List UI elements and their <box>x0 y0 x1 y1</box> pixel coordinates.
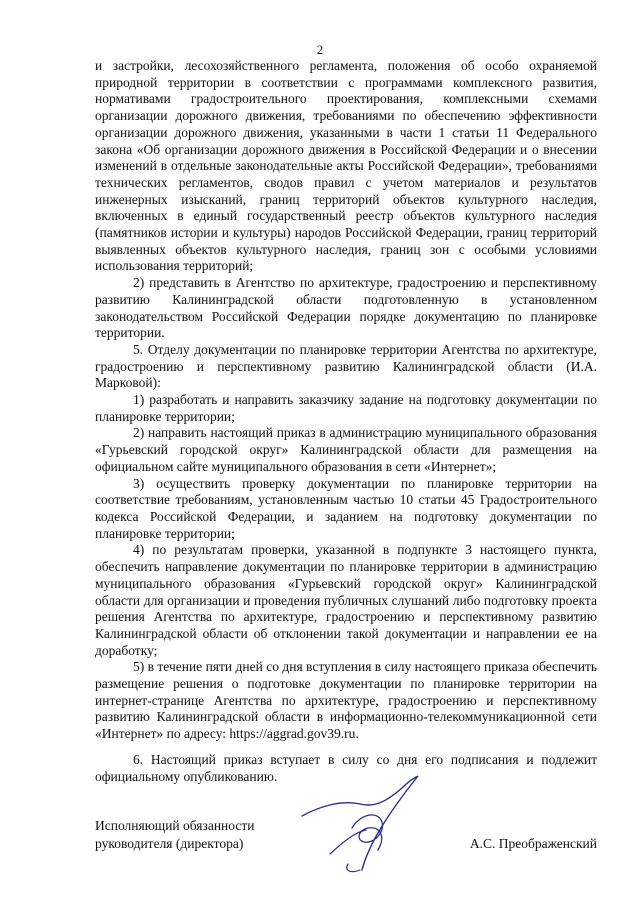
paragraph-item-5: 5. Отделу документации по планировке территории Агентства по архитектуре, градостроению и перспективному развитию Калининградской области (И.А. Марковой): <box>95 341 597 391</box>
paragraph-item-4-2: 2) представить в Агентство по архитектуре, градостроению и перспективному развитию Калининградской области подготовленную в установленном законодательством Российской Федерации порядке документацию по планировке территории. <box>95 275 597 341</box>
signature-block <box>95 817 597 857</box>
paragraph-item-5-1: 1) разработать и направить заказчику задание на подготовку документации по планировке территории; <box>95 392 597 424</box>
paragraph-item-5-4: 4) по результатам проверки, указанной в подпункте 3 настоящего пункта, обеспечить направление документации по планировке территории в администрацию муниципального образования «Гурьевский городской округ» Калининградской области для организации и проведения публичных слушаний либо подготовку проекта решения Агентства по архитектуре, градостроению и перспективному развитию Калининградской области об отклонении такой документации и направлении ее на доработку; <box>95 542 597 658</box>
signatory-name: А.С. Преображенский <box>469 835 597 851</box>
page-number: 2 <box>316 42 324 57</box>
signatory-position-line-2: руководителя (директора) <box>95 835 244 851</box>
signatory-position <box>95 817 254 852</box>
document-body <box>95 58 597 785</box>
paragraph-item-5-3: 3) осуществить проверку документации по планировке территории на соответствие требованиям, установленным частью 10 статьи 45 Градостроительного кодекса Российской Федерации, и заданием на подготовку документации по планировке территории; <box>95 475 597 541</box>
signatory-position-line-1: Исполняющий обязанности <box>95 818 255 833</box>
paragraph-item-5-5: 5) в течение пяти дней со дня вступления в силу настоящего приказа обеспечить размещение решения о подготовке документации по планировке территории на интернет-странице Агентства по архитектуре, градостроению и перспективному развитию Калининградской области в информационно-телекоммуникационной сети «Интернет» по адресу: https://aggrad.gov39.ru. <box>95 659 597 742</box>
paragraph-item-6: 6. Настоящий приказ вступает в силу со дня его подписания и подлежит официальному опубликованию. <box>95 751 597 784</box>
paragraph-continuation: и застройки, лесохозяйственного регламента, положения об особо охраняемой природной территории в соответствии с программами комплексного развития, нормативами градостроительного проектирования, комплексными схемами организации дорожного движения, требованиями по обеспечению эффективности организации дорожного движения, указанными в части 1 статьи 11 Федерального закона «Об организации дорожного движения в Российской Федерации и о внесении изменений в отдельные законодательные акты Российской Федерации», требованиями технических регламентов, сводов правил с учетом материалов и результатов инженерных изысканий, границ территорий объектов культурного наследия, включенных в единый государственный реестр объектов культурного наследия (памятников истории и культуры) народов Российской Федерации, границ территорий выявленных объектов культурного наследия, границ зон с особыми условиями использования территорий; <box>95 58 597 274</box>
paragraph-item-5-2: 2) направить настоящий приказ в администрацию муниципального образования «Гурьевский городской округ» Калининградской области для размещения на официальном сайте муниципального образования в сети «Интернет»; <box>95 425 597 474</box>
